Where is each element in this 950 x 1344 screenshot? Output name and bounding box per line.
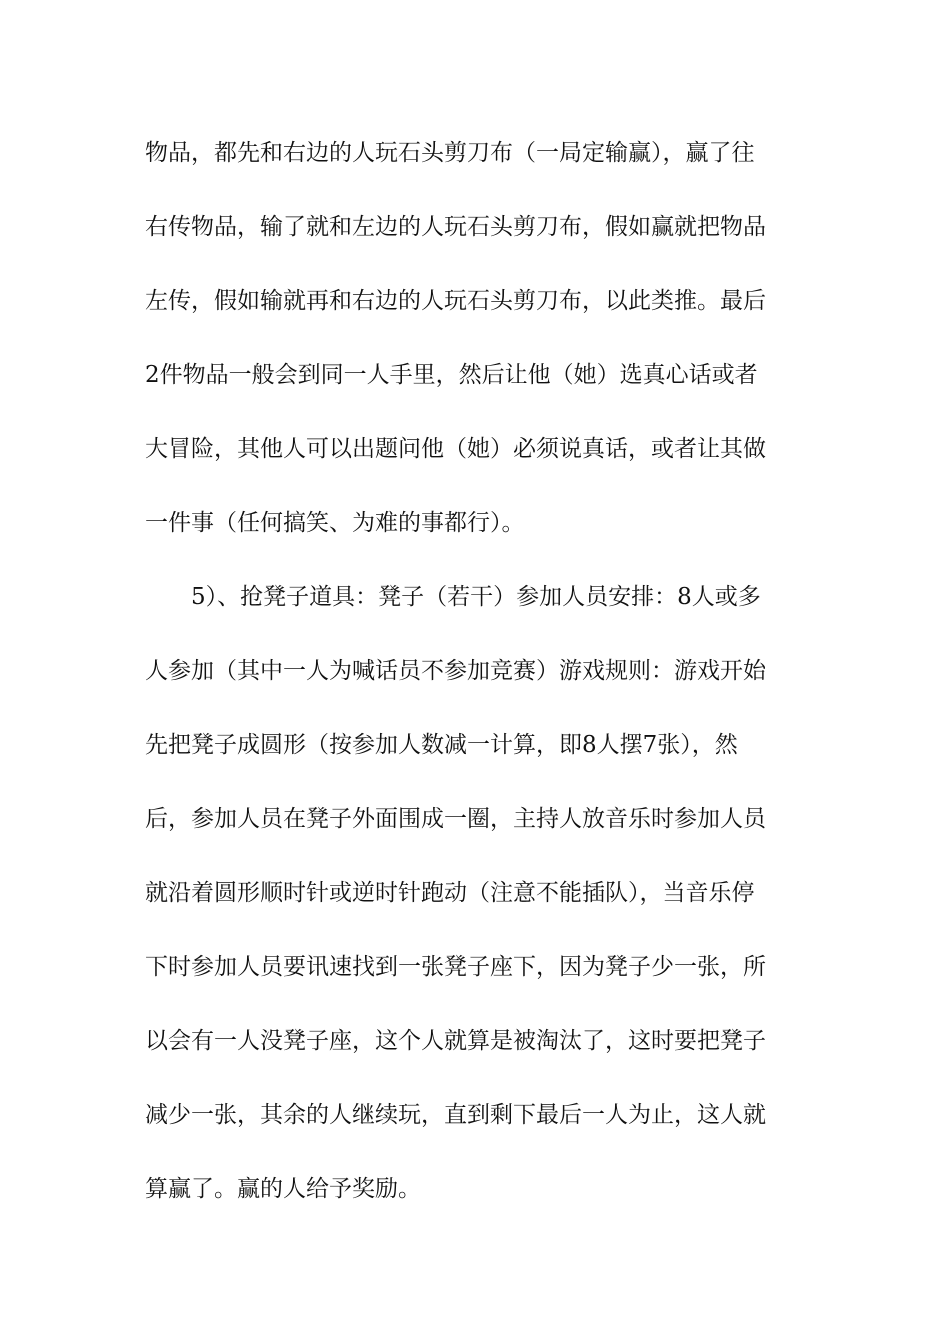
text-line: 以会有一人没凳子座，这个人就算是被淘汰了，这时要把凳子 — [145, 1028, 766, 1054]
text-line: 后，参加人员在凳子外面围成一圈，主持人放音乐时参加人员 — [145, 806, 766, 832]
text-line: 物品，都先和右边的人玩石头剪刀布（一局定输赢），赢了往 — [145, 140, 755, 166]
text-line: 算赢了。赢的人给予奖励。 — [145, 1176, 421, 1202]
text-line: 大冒险，其他人可以出题问他（她）必须说真话，或者让其做 — [145, 436, 766, 462]
body-text — [145, 130, 805, 1240]
text-line: 2件物品一般会到同一人手里，然后让他（她）选真心话或者 — [145, 362, 758, 388]
text-line: 减少一张，其余的人继续玩，直到剩下最后一人为止，这人就 — [145, 1102, 766, 1128]
text-line: 就沿着圆形顺时针或逆时针跑动（注意不能插队），当音乐停 — [145, 880, 755, 906]
text-line: 先把凳子成圆形（按参加人数减一计算，即8人摆7张），然 — [145, 732, 738, 758]
text-line: 人参加（其中一人为喊话员不参加竞赛）游戏规则：游戏开始 — [145, 658, 766, 684]
text-line: 右传物品，输了就和左边的人玩石头剪刀布，假如赢就把物品 — [145, 214, 766, 240]
text-line: 下时参加人员要讯速找到一张凳子座下，因为凳子少一张，所 — [145, 954, 766, 980]
text-line: 左传，假如输就再和右边的人玩石头剪刀布，以此类推。最后 — [145, 288, 766, 314]
text-line: 一件事（任何搞笑、为难的事都行）。 — [145, 510, 525, 536]
paragraph-start-line: 5）、抢凳子道具：凳子（若干）参加人员安排：8人或多 — [191, 584, 761, 610]
